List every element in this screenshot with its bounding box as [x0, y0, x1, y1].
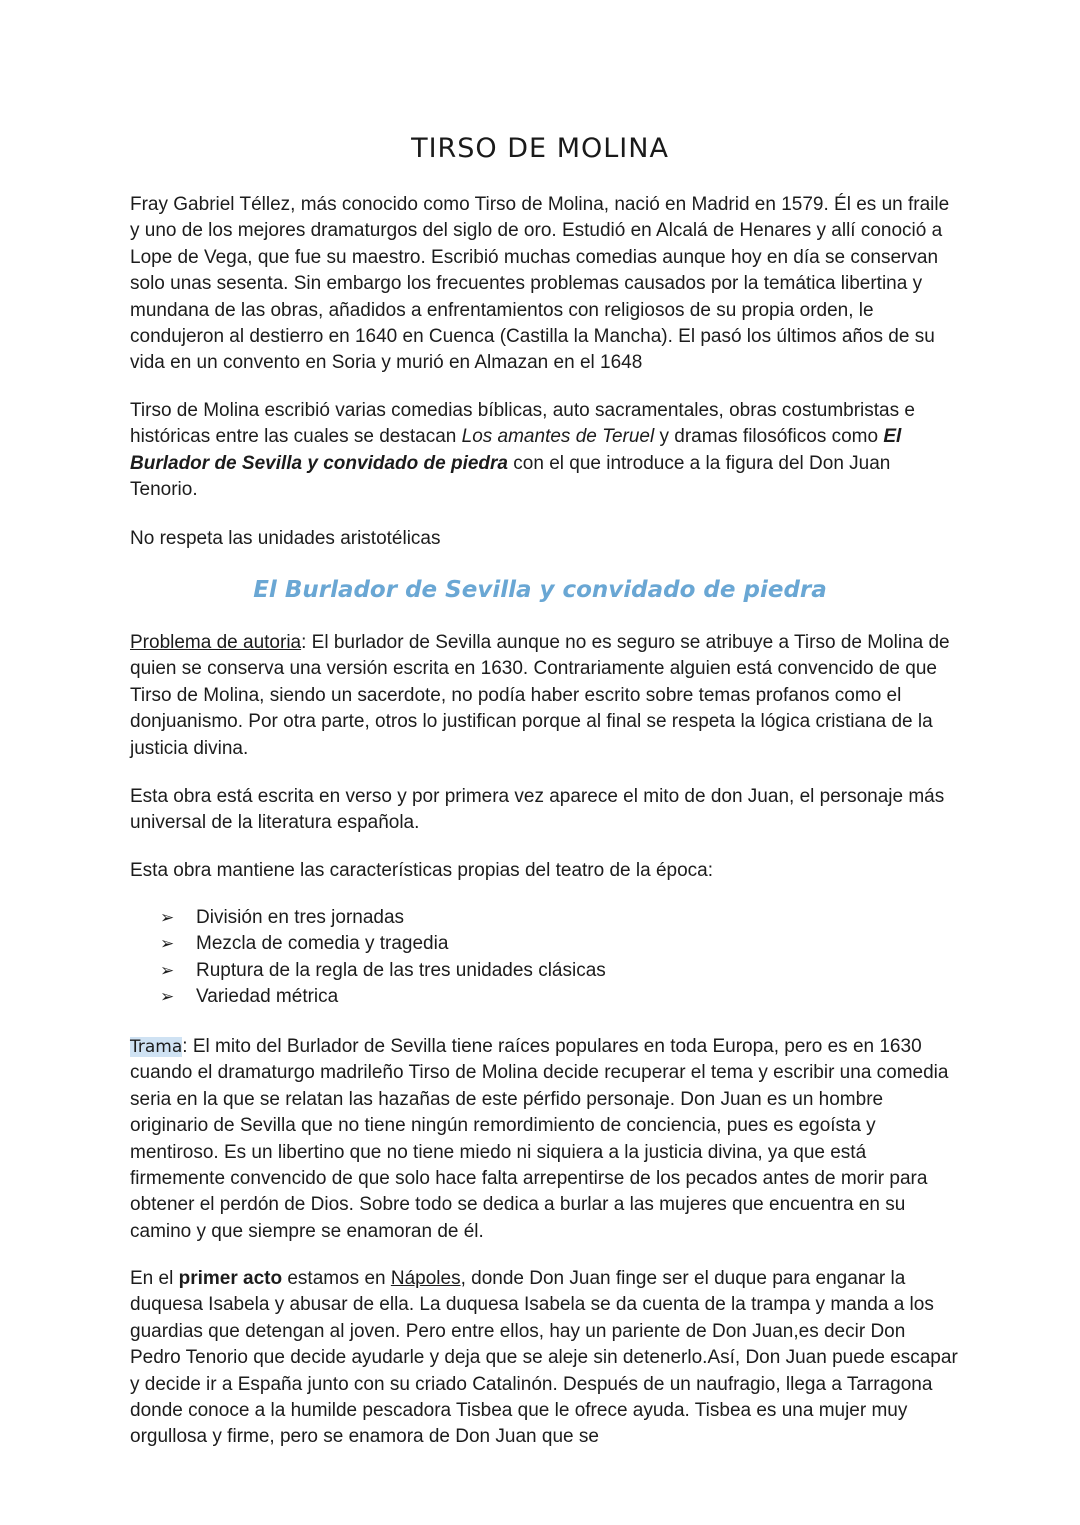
works-text-a: Tirso de Molina escribió varias comedias bíblicas, auto sacramentales, obras costumbristas e históricas entre las cuales se destacan: [130, 400, 915, 448]
page-title: TIRSO DE MOLINA: [411, 133, 669, 164]
first-act-paragraph: [130, 1266, 960, 1451]
act-label: primer acto: [178, 1268, 283, 1289]
verse-paragraph: Esta obra está escrita en verso y por primera vez aparece el mito de don Juan, el personaje más universal de la literatura española.: [130, 786, 945, 834]
act-text-c: , donde Don Juan finge ser el duque para enganar la duquesa Isabela y abusar de ella. La duquesa Isabela se da cuenta de la trampa y manda a los guardias que detengan al joven. Pero entre ellos, hay un pariente de Don Juan,es decir Don Pedro Tenorio que decide ayudarle y deja que se aleje sin detenerlo.Así, Don Juan puede escapar y decide ir a España junto con su criado Catalinón. Después de un naufragio, llega a Tarragona donde conoce a la humilde pescadora Tisbea que le ofrece ayuda. Tisbea es una mujer muy orgullosa y firme, pero se enamora de Don Juan que se: [130, 1268, 958, 1448]
works-text-b: y dramas filosóficos como: [654, 426, 884, 448]
list-item: [160, 931, 606, 957]
plot-paragraph: [130, 1034, 960, 1245]
arrow-bullet-icon: ➢: [160, 934, 175, 954]
works-title-burlador: El Burlador de Sevilla y convidado de piedra: [130, 426, 902, 474]
aristotelian-note: No respeta las unidades aristotélicas: [130, 528, 441, 549]
characteristics-list: [160, 905, 606, 1011]
arrow-bullet-icon: ➢: [160, 960, 175, 980]
act-text-b: estamos en: [282, 1268, 391, 1289]
plot-text: : El mito del Burlador de Sevilla tiene raíces populares en toda Europa, pero es en 1630 cuando el dramaturgo madrileño Tirso de Molina decide recuperar el tema y escribir una comedia seria en la que se relatan las hazañas de este pérfido personaje. Don Juan es un hombre originario de Sevilla que no tiene ningún remordimiento de conciencia, pues es egoísta y mentiroso. Es un libertino que no tiene miedo ni siquiera a la justicia divina, ya que está firmemente convencido de que solo hace falta arrepentirse de los pecados antes de morir para obtener el perdón de Dios. Sobre todo se dedica a burlar a las mujeres que encuentra en su camino y que siempre se enamoran de él.: [130, 1036, 949, 1242]
works-title-teruel: Los amantes de Teruel: [461, 426, 655, 448]
list-item: [160, 958, 606, 984]
plot-label: Trama: [130, 1037, 183, 1057]
intro-paragraph-works: [130, 398, 960, 504]
act-place: Nápoles: [390, 1268, 461, 1289]
list-item-text: División en tres jornadas: [196, 907, 405, 928]
list-item-text: Ruptura de la regla de las tres unidades clásicas: [196, 959, 606, 981]
list-item: [160, 984, 606, 1010]
list-item-text: Mezcla de comedia y tragedia: [196, 933, 449, 955]
works-text-c: con el que introduce a la figura del Don Juan Tenorio.: [130, 452, 891, 501]
authorship-label: Problema de autoria: [130, 632, 302, 653]
arrow-bullet-icon: ➢: [160, 987, 175, 1007]
section-subtitle: El Burlador de Sevilla y convidado de piedra: [253, 577, 827, 603]
intro-paragraph-biography: Fray Gabriel Téllez, más conocido como Tirso de Molina, nació en Madrid en 1579. Él es un fraile y uno de los mejores dramaturgos del siglo de oro. Estudió en Alcalá de Henares y allí conoció a Lope de Vega, que fue su maestro. Escribió muchas comedias aunque hoy en día se conservan solo unas sesenta. Sin embargo los frecuentes problemas causados por la temática libertina y mundana de las obras, añadidos a enfrentamientos con religiosos de su propia orden, le condujeron al destierro en 1640 en Cuenca (Castilla la Mancha). El pasó los últimos años de su vida en un convento en Soria y murió en Almazan en el 1648: [130, 194, 950, 374]
authorship-paragraph: [130, 630, 960, 762]
list-item-text: Variedad métrica: [196, 986, 339, 1008]
arrow-bullet-icon: ➢: [160, 908, 175, 927]
act-text-a: En el: [130, 1268, 179, 1289]
characteristics-intro: Esta obra mantiene las características propias del teatro de la época:: [130, 860, 713, 881]
authorship-text: : El burlador de Sevilla aunque no es seguro se atribuye a Tirso de Molina de quien se conserva una versión escrita en 1630. Contrariamente alguien está convencido de que Tirso de Molina, siendo un sacerdote, no podía haber escrito sobre temas profanos como el donjuanismo. Por otra parte, otros lo justifican porque al final se respeta la lógica cristiana de la justicia divina.: [130, 632, 950, 759]
list-item: [160, 905, 606, 931]
